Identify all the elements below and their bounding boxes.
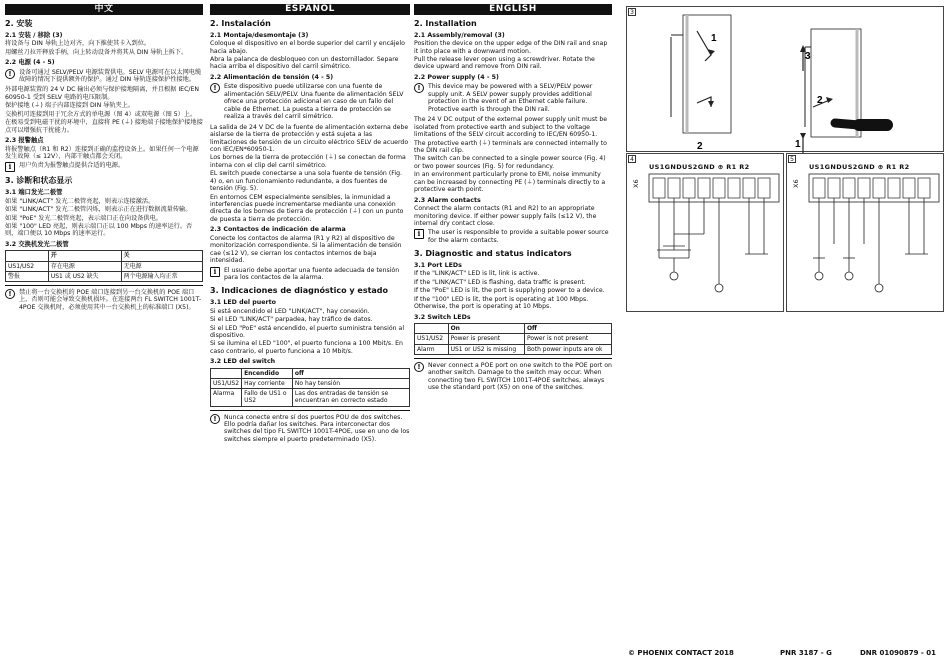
subsection-heading: 2.2 电源 (4 - 5) xyxy=(5,59,55,67)
table-header: off xyxy=(292,368,409,378)
paragraph: 如果 "LINK/ACT" 发光二极管亮起，则表示连接激活。 xyxy=(5,197,155,205)
info-note xyxy=(5,162,203,172)
paragraph: Conecte los contactos de alarma (R1 y R2) al dispositivo de monitorización correspondiente. Si la alimentación de tensión cae (≤12 V), se cierran los contactos internos de baja intensidad. xyxy=(210,234,402,265)
poe-warning-note xyxy=(210,414,410,445)
column-chinese xyxy=(5,4,203,314)
poe-warning-note xyxy=(414,362,612,393)
table-cell: US1 or US2 is missing xyxy=(448,344,524,354)
language-header: ESPAÑOL xyxy=(210,4,410,15)
info-note xyxy=(210,267,410,283)
info-icon: i xyxy=(5,162,15,172)
divider xyxy=(210,410,410,411)
step-label: 1 xyxy=(711,33,717,44)
table-cell: US1/US2 xyxy=(211,378,242,388)
subsection-heading: 3.1 LED del puerto xyxy=(210,299,276,307)
warning-icon: ! xyxy=(210,414,220,424)
warning-note xyxy=(5,69,203,85)
paragraph: In an environment particularly prone to EMI, noise immunity can be increased by connecting PE (⏚) terminals directly to a protective earth point. xyxy=(414,171,606,194)
table-cell: Both power inputs are ok xyxy=(524,344,611,354)
paragraph: The protective earth (⏚) terminals are connected internally to the DIN rail clip. xyxy=(414,139,607,154)
warning-icon: ! xyxy=(210,83,220,93)
table-row xyxy=(6,261,203,271)
table-cell: Hay corriente xyxy=(242,378,293,388)
figure-5-redundant-power-wiring xyxy=(786,153,944,312)
note-text: 用户负责为报警触点提供合适的电源。 xyxy=(19,162,125,170)
paragraph: If the "100" LED is lit, the port is operating at 100 Mbps. Otherwise, the port is operating at 10 Mbps. xyxy=(414,295,589,311)
divider xyxy=(414,358,612,359)
terminal-labels: US1GNDUS2GND ⊕ R1 R2 xyxy=(809,163,910,171)
table-header: 关 xyxy=(121,251,202,261)
paragraph: La salida de 24 V DC de la fuente de alimentación externa debe aislarse de la tierra de protección y está sujeta a las limitaciones de tensión de un circuito eléctrico SELV de acuerdo con IEC/EN*60950-1. xyxy=(210,123,409,153)
paragraph: Si se ilumina el LED "100", el puerto funciona a 100 Mbit/s. En caso contrario, el puerto funciona a 10 Mbit/s. xyxy=(210,340,403,355)
table-cell: Las dos entradas de tensión se encuentran en correcto estado xyxy=(292,389,409,406)
table-header: 开 xyxy=(48,251,121,261)
footer-pnr: PNR 3187 - G xyxy=(780,649,832,657)
table-cell: Alarm xyxy=(415,344,449,354)
table-header: On xyxy=(448,324,524,334)
figure-3-din-rail-mounting xyxy=(626,6,944,152)
figure-number: 5 xyxy=(788,155,796,163)
table-row xyxy=(211,378,410,388)
connector-label: X6 xyxy=(632,179,640,188)
connector-label: X6 xyxy=(792,179,800,188)
warning-icon: ! xyxy=(5,69,15,79)
paragraph: 如果 "100" LED 亮起，则表示端口正以 100 Mbps 的速率运行。否则，端口便以 10 Mbps 的速率运行。 xyxy=(5,222,193,238)
table-row xyxy=(415,334,612,344)
paragraph: Si el LED "PoE" está encendido, el puerto suministra tensión al dispositivo. xyxy=(210,324,405,339)
table-cell: US1/US2 xyxy=(6,261,49,271)
section-heading: 2. Installation xyxy=(414,19,477,28)
paragraph: If the "LINK/ACT" LED is flashing, data traffic is present. xyxy=(414,278,586,286)
table-cell: 警报 xyxy=(6,271,49,281)
paragraph: 交换机可连接到用于冗余方式的单电源（图 4）或双电源（图 5）上。 xyxy=(5,110,197,118)
warning-icon: ! xyxy=(414,83,424,93)
step-label: 3 xyxy=(805,51,811,62)
terminal-labels: US1GNDUS2GND ⊕ R1 R2 xyxy=(649,163,750,171)
section-heading: 2. 安装 xyxy=(5,19,33,28)
section-heading: 3. Indicaciones de diagnóstico y estado xyxy=(210,286,389,296)
note-text: 禁止将一台交换机的 POE 端口连接到另一台交换机的 POE 端口上，否则可能会导致交换机损坏。在连接两台 FL SWITCH 1001T-4POE 交换机时，必须使用其中一台交换机上的标准端口 (X5)。 xyxy=(19,288,202,311)
paragraph: Coloque el dispositivo en el borde superior del carril y encájelo hacia abajo. xyxy=(210,40,405,55)
section-heading: 3. 诊断和状态显示 xyxy=(5,176,73,186)
table-cell: No hay tensión xyxy=(292,378,409,388)
paragraph: Si está encendido el LED "LINK/ACT", hay conexión. xyxy=(210,307,370,315)
paragraph: The 24 V DC output of the external power supply unit must be isolated from protective earth and subject to the voltage limitations of the SELV circuit according to IEC/EN 60950-1. xyxy=(414,116,608,139)
subsection-heading: 2.1 安装 / 移除 (3) xyxy=(5,31,63,39)
paragraph: Position the device on the upper edge of the DIN rail and snap it into place with a downward motion. xyxy=(414,40,608,55)
paragraph: The switch can be connected to a single power source (Fig. 4) or two power sources (Fig. 5) for redundancy. xyxy=(414,155,606,170)
paragraph: 保护接地 (⏚) 端子内部连接到 DIN 导轨夹上。 xyxy=(5,102,135,110)
switch-led-table xyxy=(5,250,203,282)
paragraph: 将报警触点（R1 和 R2）连接到正确的监控设备上。如果任何一个电源发生故障（≤ 12V），内部干触点都会关闭。 xyxy=(5,145,199,161)
redundant-power-wiring-drawing xyxy=(787,154,945,313)
table-cell: US1/US2 xyxy=(415,334,449,344)
table-header xyxy=(6,251,49,261)
section-heading: 2. Instalación xyxy=(210,19,271,28)
figure-number: 3 xyxy=(628,8,636,16)
poe-warning-note xyxy=(5,289,203,312)
paragraph: 外部电源装置的 24 V DC 输出必须与保护接地隔离，并且根据 IEC/EN 60950-1 受到 SELV 电路的电压限制。 xyxy=(5,86,200,101)
info-note xyxy=(414,229,612,245)
paragraph: 如果 "PoE" 发光二极管亮起，表示端口正在向设备供电。 xyxy=(5,214,162,222)
subsection-heading: 2.3 Alarm contacts xyxy=(414,196,481,204)
subsection-heading: 3.2 LED del switch xyxy=(210,358,276,366)
paragraph: 用螺丝刀拉开释放手柄，向上转动设备并将其从 DIN 导轨上拆下。 xyxy=(5,48,188,56)
figure-4-single-power-wiring xyxy=(626,153,784,312)
paragraph: 在极易受到电磁干扰的环境中，直接将 PE (⏚) 接地端子接地保护接地接点可以增强抗干扰能力。 xyxy=(5,119,203,134)
divider xyxy=(5,285,203,286)
info-icon: i xyxy=(210,267,220,277)
step-label: 1 xyxy=(795,139,801,150)
figure-number: 4 xyxy=(628,155,636,163)
paragraph: If the "LINK/ACT" LED is lit, link is active. xyxy=(414,270,540,278)
subsection-heading: 2.2 Alimentación de tensión (4 - 5) xyxy=(210,73,334,81)
note-text: This device may be powered with a SELV/PELV power supply unit. A SELV power supply provides additional protection in the event of an Ethernet cable failure. Protective earth is through the DIN rail. xyxy=(428,83,593,113)
subsection-heading: 3.2 Switch LEDs xyxy=(414,313,471,321)
switch-led-table xyxy=(210,368,410,407)
subsection-heading: 2.2 Power supply (4 - 5) xyxy=(414,73,499,81)
info-icon: i xyxy=(414,229,424,239)
step-label: 2 xyxy=(817,95,823,106)
subsection-heading: 2.1 Assembly/removal (3) xyxy=(414,31,505,39)
subsection-heading: 3.2 交换机发光二极管 xyxy=(5,240,69,248)
subsection-heading: 2.1 Montaje/desmontaje (3) xyxy=(210,31,309,39)
note-text: The user is responsible to provide a suitable power source for the alarm contacts. xyxy=(428,229,609,244)
single-power-wiring-drawing xyxy=(627,154,785,313)
table-row xyxy=(211,389,410,406)
table-cell: Fallo de US1 o US2 xyxy=(242,389,293,406)
subsection-heading: 3.1 端口发光二极管 xyxy=(5,189,63,197)
column-english xyxy=(414,4,612,394)
paragraph: 将设备与 DIN 导轨上边对齐，向下推使其卡入到位。 xyxy=(5,40,151,48)
paragraph: En entornos CEM especialmente sensibles, la inmunidad a interferencias puede incrementarse mediante una conexión directa de los bornes de tierra de protección (⏚) con un punto de puesta a tierra de protección. xyxy=(210,193,404,223)
paragraph: EL switch puede conectarse a una sola fuente de tensión (Fig. 4) o, en un funcionamiento redundante, a dos fuentes de tensión (Fig. 5). xyxy=(210,170,402,193)
paragraph: Los bornes de la tierra de protección (⏚) se conectan de forma interna con el clip del carril simétrico. xyxy=(210,154,406,169)
step-label: 2 xyxy=(697,141,703,152)
table-header xyxy=(415,324,449,334)
footer-copyright: © PHOENIX CONTACT 2018 xyxy=(628,649,734,657)
table-cell: 两个电源输入均正常 xyxy=(121,271,202,281)
footer-dnr: DNR 01090879 - 01 xyxy=(860,649,936,657)
table-header: Encendido xyxy=(242,368,293,378)
table-row xyxy=(415,344,612,354)
note-text: 设备可通过 SELV/PELV 电源装置供电。SELV 电源可在以太网电缆故障的情况下提供额外的保护。通过 DIN 导轨连接保护性接地。 xyxy=(19,68,202,83)
table-cell: Power is present xyxy=(448,334,524,344)
paragraph: Si el LED "LINK/ACT" parpadea, hay tráfico de datos. xyxy=(210,316,373,324)
table-header: Off xyxy=(524,324,611,334)
warning-note xyxy=(414,83,612,114)
column-spanish xyxy=(210,4,410,446)
table-cell: Power is not present xyxy=(524,334,611,344)
paragraph: 如果 "LINK/ACT" 发光二极管闪烁，则表示正在进行数据流量传输。 xyxy=(5,206,192,214)
note-text: Never connect a POE port on one switch to the POE port on another switch. Damage to the switch may occur. When connecting two FL SWITCH 1001T-4POE switches, always use the standard port (X5) on one of the switches. xyxy=(428,361,612,392)
paragraph: Abra la palanca de desbloqueo con un destornillador. Separe hacia arriba el dispositivo del carril simétrico. xyxy=(210,56,399,71)
note-text: Nunca conecte entre sí dos puertos POU de dos switches. Ello podría dañar los switches. Para interconectar dos switches del tipo FL SWITCH 1001T-4POE, use en uno de los switches siempre el puerto predeterminado (X5). xyxy=(224,413,410,443)
note-text: El usuario debe aportar una fuente adecuada de tensión para los contactos de la alarma. xyxy=(224,266,400,282)
din-rail-mounting-drawing xyxy=(627,7,945,153)
language-header: 中文 xyxy=(5,4,203,15)
paragraph: Pull the release lever open using a screwdriver. Rotate the device upward and remove from DIN rail. xyxy=(414,56,595,71)
switch-led-table xyxy=(414,323,612,355)
table-cell: 存在电源 xyxy=(48,261,121,271)
table-cell: Alarma xyxy=(211,389,242,406)
warning-icon: ! xyxy=(5,289,15,299)
paragraph: Connect the alarm contacts (R1 and R2) to an appropriate monitoring device. If either power supply fails (≤12 V), the internal dry contact close. xyxy=(414,205,597,227)
subsection-heading: 2.3 报警触点 xyxy=(5,137,44,145)
section-heading: 3. Diagnostic and status indicators xyxy=(414,249,572,259)
paragraph: If the "PoE" LED is lit, the port is supplying power to a device. xyxy=(414,287,605,295)
table-header xyxy=(211,368,242,378)
note-text: Este dispositivo puede utilizarse con una fuente de alimentación SELV/PELV. Una fuente de alimentación SELV ofrece una protección adicional en caso de un fallo del cable de Ethernet. La puesta a tierra de protección se realiza a través del carril simétrico. xyxy=(224,83,404,121)
table-cell: US1 或 US2 缺失 xyxy=(48,271,121,281)
subsection-heading: 2.3 Contactos de indicación de alarma xyxy=(210,226,346,234)
table-row xyxy=(6,271,203,281)
subsection-heading: 3.1 Port LEDs xyxy=(414,261,462,269)
table-cell: 无电源 xyxy=(121,261,202,271)
language-header: ENGLISH xyxy=(414,4,612,15)
warning-icon: ! xyxy=(414,362,424,372)
warning-note xyxy=(210,83,410,121)
